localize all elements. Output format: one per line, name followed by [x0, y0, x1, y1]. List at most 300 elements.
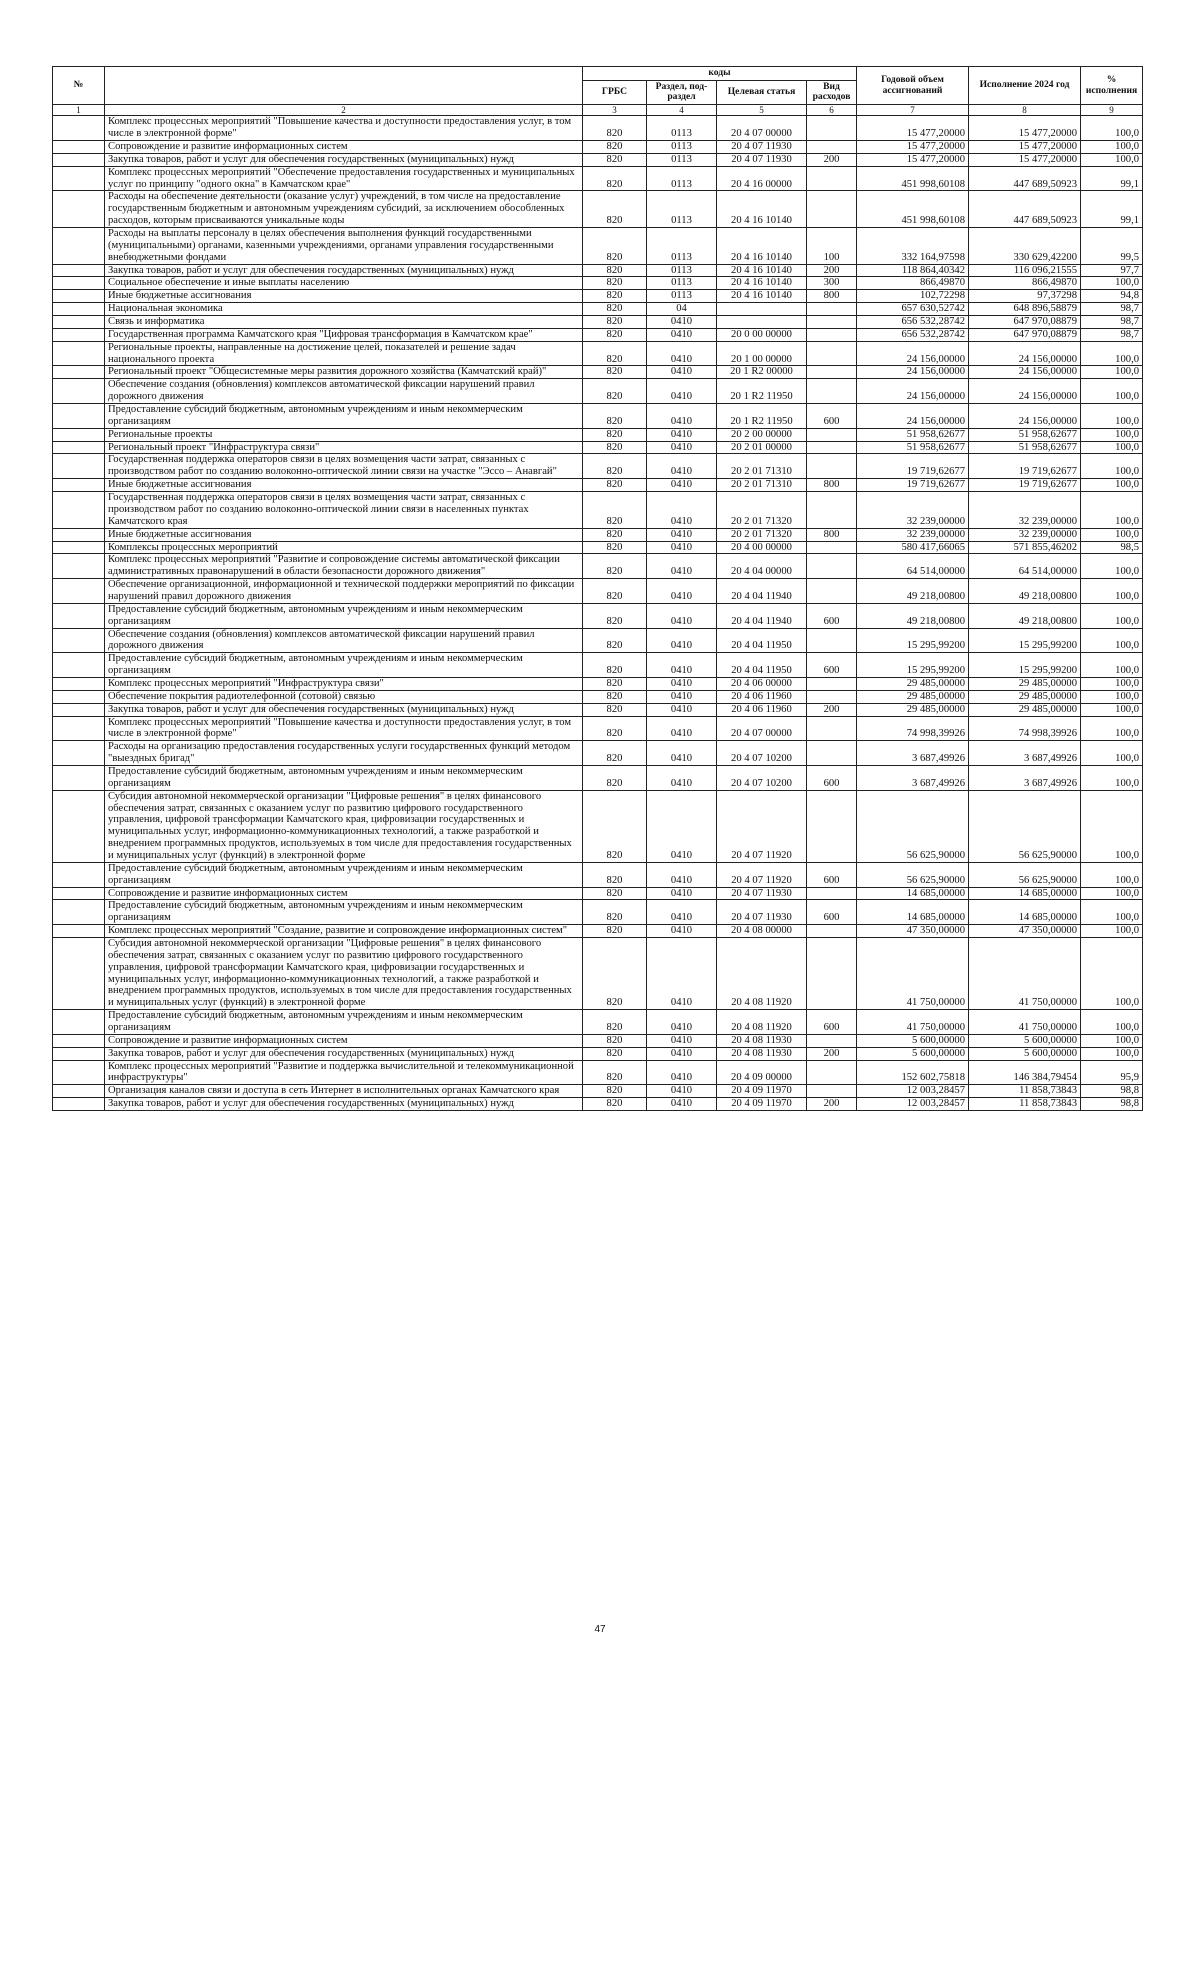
row-target-cell: 20 2 01 71310: [717, 454, 807, 479]
header-name: [105, 67, 583, 105]
row-exec-cell: 29 485,00000: [969, 703, 1081, 716]
row-target-cell: 20 4 07 11930: [717, 153, 807, 166]
row-target-cell: 20 4 07 11920: [717, 790, 807, 862]
row-grbs-cell: 820: [583, 541, 647, 554]
row-annual-cell: 3 687,49926: [857, 741, 969, 766]
row-pct-cell: 97,7: [1081, 264, 1143, 277]
row-exec-cell: 866,49870: [969, 277, 1081, 290]
row-exec-cell: 51 958,62677: [969, 441, 1081, 454]
row-razdel-cell: 0410: [647, 1098, 717, 1111]
col-num: 3: [583, 105, 647, 116]
row-razdel-cell: 0113: [647, 277, 717, 290]
row-razdel-cell: 0410: [647, 366, 717, 379]
row-vid-cell: [807, 716, 857, 741]
row-number-cell: [53, 628, 105, 653]
row-exec-cell: 647 970,08879: [969, 328, 1081, 341]
row-pct-cell: 100,0: [1081, 887, 1143, 900]
row-annual-cell: 3 687,49926: [857, 765, 969, 790]
row-pct-cell: 100,0: [1081, 116, 1143, 141]
row-exec-cell: 97,37298: [969, 290, 1081, 303]
row-target-cell: 20 4 16 10140: [717, 277, 807, 290]
row-vid-cell: [807, 1085, 857, 1098]
row-grbs-cell: 820: [583, 116, 647, 141]
row-grbs-cell: 820: [583, 328, 647, 341]
row-vid-cell: [807, 690, 857, 703]
table-row: [53, 428, 1143, 441]
row-name-cell: Комплексы процессных мероприятий: [105, 541, 583, 554]
row-vid-cell: [807, 316, 857, 329]
row-pct-cell: 98,7: [1081, 316, 1143, 329]
row-grbs-cell: 820: [583, 441, 647, 454]
row-grbs-cell: 820: [583, 290, 647, 303]
row-exec-cell: 3 687,49926: [969, 765, 1081, 790]
row-grbs-cell: 820: [583, 862, 647, 887]
row-exec-cell: 47 350,00000: [969, 925, 1081, 938]
row-exec-cell: 41 750,00000: [969, 938, 1081, 1010]
row-grbs-cell: 820: [583, 316, 647, 329]
row-grbs-cell: 820: [583, 628, 647, 653]
row-grbs-cell: 820: [583, 925, 647, 938]
row-target-cell: 20 4 04 00000: [717, 554, 807, 579]
row-grbs-cell: 820: [583, 191, 647, 228]
row-name-cell: Предоставление субсидий бюджетным, автономным учреждениям и иным некоммерческим организациям: [105, 765, 583, 790]
row-pct-cell: 99,1: [1081, 191, 1143, 228]
row-vid-cell: 200: [807, 153, 857, 166]
row-target-cell: 20 4 04 11950: [717, 628, 807, 653]
row-vid-cell: 800: [807, 479, 857, 492]
row-annual-cell: 41 750,00000: [857, 1010, 969, 1035]
row-pct-cell: 100,0: [1081, 741, 1143, 766]
row-number-cell: [53, 316, 105, 329]
row-pct-cell: 99,5: [1081, 228, 1143, 265]
row-exec-cell: 11 858,73843: [969, 1098, 1081, 1111]
row-razdel-cell: 0410: [647, 1085, 717, 1098]
row-razdel-cell: 0113: [647, 228, 717, 265]
row-exec-cell: 19 719,62677: [969, 454, 1081, 479]
row-annual-cell: 19 719,62677: [857, 454, 969, 479]
row-grbs-cell: 820: [583, 790, 647, 862]
row-target-cell: 20 4 07 11920: [717, 862, 807, 887]
row-target-cell: 20 4 09 00000: [717, 1060, 807, 1085]
row-pct-cell: 100,0: [1081, 579, 1143, 604]
table-row: [53, 141, 1143, 154]
row-annual-cell: 15 295,99200: [857, 653, 969, 678]
row-pct-cell: 100,0: [1081, 628, 1143, 653]
row-target-cell: 20 4 16 00000: [717, 166, 807, 191]
row-grbs-cell: 820: [583, 1085, 647, 1098]
table-row: [53, 441, 1143, 454]
row-razdel-cell: 0410: [647, 454, 717, 479]
table-row: [53, 716, 1143, 741]
row-grbs-cell: 820: [583, 741, 647, 766]
row-exec-cell: 14 685,00000: [969, 887, 1081, 900]
row-annual-cell: 118 864,40342: [857, 264, 969, 277]
page-number: 47: [594, 1624, 606, 1635]
row-grbs-cell: 820: [583, 479, 647, 492]
table-row: [53, 341, 1143, 366]
row-name-cell: Предоставление субсидий бюджетным, автономным учреждениям и иным некоммерческим организациям: [105, 900, 583, 925]
table-row: [53, 1060, 1143, 1085]
row-name-cell: Закупка товаров, работ и услуг для обеспечения государственных (муниципальных) нужд: [105, 1098, 583, 1111]
row-grbs-cell: 820: [583, 690, 647, 703]
row-target-cell: 20 4 09 11970: [717, 1098, 807, 1111]
row-number-cell: [53, 191, 105, 228]
row-number-cell: [53, 900, 105, 925]
table-row: [53, 277, 1143, 290]
row-annual-cell: 56 625,90000: [857, 790, 969, 862]
row-grbs-cell: 820: [583, 379, 647, 404]
row-pct-cell: 100,0: [1081, 925, 1143, 938]
row-grbs-cell: 820: [583, 428, 647, 441]
row-exec-cell: 24 156,00000: [969, 341, 1081, 366]
row-annual-cell: 152 602,75818: [857, 1060, 969, 1085]
row-exec-cell: 447 689,50923: [969, 191, 1081, 228]
row-grbs-cell: 820: [583, 303, 647, 316]
row-name-cell: Связь и информатика: [105, 316, 583, 329]
row-target-cell: 20 1 00 00000: [717, 341, 807, 366]
row-name-cell: Иные бюджетные ассигнования: [105, 479, 583, 492]
row-razdel-cell: 0113: [647, 264, 717, 277]
row-exec-cell: 15 477,20000: [969, 153, 1081, 166]
row-exec-cell: 49 218,00800: [969, 579, 1081, 604]
row-razdel-cell: 0410: [647, 677, 717, 690]
row-number-cell: [53, 492, 105, 529]
row-target-cell: 20 2 01 71320: [717, 492, 807, 529]
row-number-cell: [53, 1085, 105, 1098]
row-pct-cell: 100,0: [1081, 428, 1143, 441]
row-annual-cell: 656 532,28742: [857, 316, 969, 329]
row-razdel-cell: 0113: [647, 141, 717, 154]
table-row: [53, 166, 1143, 191]
table-row: [53, 1047, 1143, 1060]
row-exec-cell: 15 295,99200: [969, 628, 1081, 653]
row-razdel-cell: 0410: [647, 341, 717, 366]
row-number-cell: [53, 1010, 105, 1035]
row-number-cell: [53, 153, 105, 166]
row-annual-cell: 24 156,00000: [857, 341, 969, 366]
row-grbs-cell: 820: [583, 677, 647, 690]
table-row: [53, 887, 1143, 900]
header-num: №: [53, 67, 105, 105]
row-razdel-cell: 0410: [647, 428, 717, 441]
table-row: [53, 153, 1143, 166]
row-vid-cell: 600: [807, 765, 857, 790]
row-name-cell: Региональный проект "Общесистемные меры развития дорожного хозяйства (Камчатский край)": [105, 366, 583, 379]
table-row: [53, 938, 1143, 1010]
row-annual-cell: 74 998,39926: [857, 716, 969, 741]
row-annual-cell: 51 958,62677: [857, 441, 969, 454]
row-grbs-cell: 820: [583, 141, 647, 154]
row-exec-cell: 11 858,73843: [969, 1085, 1081, 1098]
row-vid-cell: [807, 554, 857, 579]
row-annual-cell: 47 350,00000: [857, 925, 969, 938]
row-razdel-cell: 0410: [647, 404, 717, 429]
row-annual-cell: 332 164,97598: [857, 228, 969, 265]
row-target-cell: 20 4 16 10140: [717, 228, 807, 265]
row-number-cell: [53, 479, 105, 492]
row-target-cell: 20 4 09 11970: [717, 1085, 807, 1098]
header-codes: коды: [583, 67, 857, 81]
row-name-cell: Обеспечение покрытия радиотелефонной (сотовой) связью: [105, 690, 583, 703]
row-exec-cell: 15 477,20000: [969, 141, 1081, 154]
row-vid-cell: [807, 454, 857, 479]
row-grbs-cell: 820: [583, 492, 647, 529]
row-pct-cell: 100,0: [1081, 703, 1143, 716]
row-pct-cell: 99,1: [1081, 166, 1143, 191]
row-vid-cell: [807, 328, 857, 341]
row-razdel-cell: 0410: [647, 603, 717, 628]
row-target-cell: 20 0 00 00000: [717, 328, 807, 341]
row-annual-cell: 580 417,66065: [857, 541, 969, 554]
row-target-cell: 20 4 07 10200: [717, 741, 807, 766]
row-annual-cell: 451 998,60108: [857, 191, 969, 228]
row-name-cell: Комплекс процессных мероприятий "Развитие и поддержка вычислительной и телекоммуникационной инфраструктуры": [105, 1060, 583, 1085]
row-exec-cell: 24 156,00000: [969, 379, 1081, 404]
row-name-cell: Субсидия автономной некоммерческой организации "Цифровые решения" в целях финансового обеспечения затрат, связанных с оказанием услуг по развитию цифрового государственного управления, цифровой трансформации Камчатского края, цифровизации государственных и муниципальных услуг, информационно-коммуникационных технологий, а также разработкой и внедрением программных продуктов, используемых в том числе для предоставления государственных и муниципальных услуг (функций) в электронной форме: [105, 938, 583, 1010]
row-razdel-cell: 0410: [647, 479, 717, 492]
row-annual-cell: 49 218,00800: [857, 579, 969, 604]
header-pct: % исполнения: [1081, 67, 1143, 105]
row-exec-cell: 56 625,90000: [969, 790, 1081, 862]
header-target: Целевая статья: [717, 80, 807, 104]
row-vid-cell: [807, 1060, 857, 1085]
row-razdel-cell: 0410: [647, 862, 717, 887]
row-grbs-cell: 820: [583, 703, 647, 716]
row-exec-cell: 571 855,46202: [969, 541, 1081, 554]
row-vid-cell: [807, 790, 857, 862]
row-pct-cell: 100,0: [1081, 404, 1143, 429]
row-target-cell: 20 4 08 11930: [717, 1034, 807, 1047]
row-grbs-cell: 820: [583, 366, 647, 379]
row-number-cell: [53, 1060, 105, 1085]
row-razdel-cell: 0410: [647, 741, 717, 766]
row-name-cell: Региональные проекты: [105, 428, 583, 441]
row-annual-cell: 49 218,00800: [857, 603, 969, 628]
row-vid-cell: 200: [807, 1098, 857, 1111]
row-exec-cell: 24 156,00000: [969, 366, 1081, 379]
table-row: [53, 366, 1143, 379]
row-pct-cell: 100,0: [1081, 554, 1143, 579]
row-name-cell: Комплекс процессных мероприятий "Развитие и сопровождение системы автоматической фиксации административных правонарушений в области безопасности дорожного движения": [105, 554, 583, 579]
row-target-cell: 20 4 04 11940: [717, 579, 807, 604]
row-razdel-cell: 0113: [647, 290, 717, 303]
row-name-cell: Закупка товаров, работ и услуг для обеспечения государственных (муниципальных) нужд: [105, 703, 583, 716]
row-annual-cell: 451 998,60108: [857, 166, 969, 191]
row-number-cell: [53, 303, 105, 316]
row-exec-cell: 49 218,00800: [969, 603, 1081, 628]
row-razdel-cell: 0410: [647, 938, 717, 1010]
row-vid-cell: [807, 191, 857, 228]
row-number-cell: [53, 116, 105, 141]
row-target-cell: [717, 303, 807, 316]
row-exec-cell: 24 156,00000: [969, 404, 1081, 429]
row-razdel-cell: 0113: [647, 191, 717, 228]
row-pct-cell: 100,0: [1081, 677, 1143, 690]
row-grbs-cell: 820: [583, 603, 647, 628]
row-name-cell: Комплекс процессных мероприятий "Повышение качества и доступности предоставления услуг, в том числе в электронной форме": [105, 716, 583, 741]
table-row: [53, 541, 1143, 554]
row-annual-cell: 14 685,00000: [857, 900, 969, 925]
row-name-cell: Закупка товаров, работ и услуг для обеспечения государственных (муниципальных) нужд: [105, 1047, 583, 1060]
row-vid-cell: 600: [807, 1010, 857, 1035]
row-vid-cell: [807, 579, 857, 604]
row-number-cell: [53, 541, 105, 554]
row-exec-cell: 29 485,00000: [969, 677, 1081, 690]
table-row: [53, 690, 1143, 703]
row-number-cell: [53, 1034, 105, 1047]
row-target-cell: 20 4 08 11920: [717, 1010, 807, 1035]
row-grbs-cell: 820: [583, 900, 647, 925]
row-number-cell: [53, 341, 105, 366]
row-vid-cell: [807, 366, 857, 379]
table-row: [53, 1085, 1143, 1098]
row-name-cell: Обеспечение создания (обновления) комплексов автоматической фиксации нарушений правил дорожного движения: [105, 379, 583, 404]
row-razdel-cell: 0410: [647, 716, 717, 741]
row-grbs-cell: 820: [583, 1034, 647, 1047]
row-pct-cell: 100,0: [1081, 716, 1143, 741]
row-target-cell: 20 4 16 10140: [717, 290, 807, 303]
table-row: [53, 492, 1143, 529]
row-vid-cell: 600: [807, 900, 857, 925]
row-target-cell: 20 4 16 10140: [717, 191, 807, 228]
row-annual-cell: 15 477,20000: [857, 153, 969, 166]
row-vid-cell: [807, 541, 857, 554]
row-number-cell: [53, 887, 105, 900]
row-vid-cell: 800: [807, 290, 857, 303]
row-target-cell: 20 4 07 00000: [717, 716, 807, 741]
row-target-cell: 20 4 16 10140: [717, 264, 807, 277]
row-name-cell: Сопровождение и развитие информационных систем: [105, 887, 583, 900]
row-number-cell: [53, 428, 105, 441]
row-annual-cell: 656 532,28742: [857, 328, 969, 341]
row-exec-cell: 14 685,00000: [969, 900, 1081, 925]
row-grbs-cell: 820: [583, 554, 647, 579]
row-name-cell: Национальная экономика: [105, 303, 583, 316]
table-row: [53, 328, 1143, 341]
row-razdel-cell: 0410: [647, 579, 717, 604]
row-name-cell: Предоставление субсидий бюджетным, автономным учреждениям и иным некоммерческим организациям: [105, 653, 583, 678]
row-name-cell: Организация каналов связи и доступа в сеть Интернет в исполнительных органах Камчатского края: [105, 1085, 583, 1098]
row-grbs-cell: 820: [583, 228, 647, 265]
row-target-cell: 20 4 04 11940: [717, 603, 807, 628]
table-row: [53, 653, 1143, 678]
row-vid-cell: [807, 1034, 857, 1047]
row-pct-cell: 100,0: [1081, 277, 1143, 290]
row-exec-cell: 15 477,20000: [969, 116, 1081, 141]
table-row: [53, 404, 1143, 429]
header-vid: Вид расходов: [807, 80, 857, 104]
row-vid-cell: [807, 938, 857, 1010]
row-pct-cell: 98,7: [1081, 303, 1143, 316]
row-number-cell: [53, 690, 105, 703]
row-target-cell: 20 4 04 11950: [717, 653, 807, 678]
row-exec-cell: 41 750,00000: [969, 1010, 1081, 1035]
row-number-cell: [53, 290, 105, 303]
row-razdel-cell: 0410: [647, 328, 717, 341]
row-annual-cell: 15 477,20000: [857, 116, 969, 141]
table-row: [53, 554, 1143, 579]
row-annual-cell: 15 477,20000: [857, 141, 969, 154]
row-pct-cell: 100,0: [1081, 653, 1143, 678]
table-row: [53, 862, 1143, 887]
row-grbs-cell: 820: [583, 1047, 647, 1060]
row-razdel-cell: 0410: [647, 1047, 717, 1060]
row-pct-cell: 100,0: [1081, 379, 1143, 404]
row-number-cell: [53, 366, 105, 379]
row-name-cell: Комплекс процессных мероприятий "Обеспечение предоставления государственных и муниципальных услуг по принципу "одного окна" в Камчатском крае": [105, 166, 583, 191]
row-target-cell: 20 4 07 10200: [717, 765, 807, 790]
row-pct-cell: 100,0: [1081, 900, 1143, 925]
row-exec-cell: 32 239,00000: [969, 528, 1081, 541]
row-target-cell: 20 4 08 11920: [717, 938, 807, 1010]
row-exec-cell: 116 096,21555: [969, 264, 1081, 277]
table-row: [53, 116, 1143, 141]
row-name-cell: Обеспечение создания (обновления) комплексов автоматической фиксации нарушений правил дорожного движения: [105, 628, 583, 653]
row-grbs-cell: 820: [583, 653, 647, 678]
row-vid-cell: 200: [807, 1047, 857, 1060]
row-number-cell: [53, 1098, 105, 1111]
row-number-cell: [53, 716, 105, 741]
row-pct-cell: 100,0: [1081, 690, 1143, 703]
row-annual-cell: 12 003,28457: [857, 1085, 969, 1098]
row-annual-cell: 41 750,00000: [857, 938, 969, 1010]
row-annual-cell: 12 003,28457: [857, 1098, 969, 1111]
row-pct-cell: 100,0: [1081, 603, 1143, 628]
row-pct-cell: 100,0: [1081, 153, 1143, 166]
row-annual-cell: 56 625,90000: [857, 862, 969, 887]
row-annual-cell: 14 685,00000: [857, 887, 969, 900]
row-name-cell: Закупка товаров, работ и услуг для обеспечения государственных (муниципальных) нужд: [105, 264, 583, 277]
row-name-cell: Комплекс процессных мероприятий "Создание, развитие и сопровождение информационных систем": [105, 925, 583, 938]
row-name-cell: Комплекс процессных мероприятий "Инфраструктура связи": [105, 677, 583, 690]
row-target-cell: [717, 316, 807, 329]
table-row: [53, 1010, 1143, 1035]
row-target-cell: 20 2 01 71310: [717, 479, 807, 492]
row-name-cell: Предоставление субсидий бюджетным, автономным учреждениям и иным некоммерческим организациям: [105, 862, 583, 887]
row-name-cell: Социальное обеспечение и иные выплаты населению: [105, 277, 583, 290]
row-pct-cell: 95,9: [1081, 1060, 1143, 1085]
col-num: 7: [857, 105, 969, 116]
row-annual-cell: 29 485,00000: [857, 690, 969, 703]
row-number-cell: [53, 741, 105, 766]
row-grbs-cell: 820: [583, 938, 647, 1010]
table-row: [53, 479, 1143, 492]
row-name-cell: Предоставление субсидий бюджетным, автономным учреждениям и иным некоммерческим организациям: [105, 404, 583, 429]
row-grbs-cell: 820: [583, 528, 647, 541]
row-razdel-cell: 04: [647, 303, 717, 316]
row-razdel-cell: 0410: [647, 1034, 717, 1047]
row-exec-cell: 64 514,00000: [969, 554, 1081, 579]
row-target-cell: 20 4 07 11930: [717, 887, 807, 900]
header-annual: Годовой объем ассигнований: [857, 67, 969, 105]
row-exec-cell: 29 485,00000: [969, 690, 1081, 703]
row-pct-cell: 98,5: [1081, 541, 1143, 554]
row-grbs-cell: 820: [583, 153, 647, 166]
row-razdel-cell: 0410: [647, 528, 717, 541]
row-pct-cell: 100,0: [1081, 1034, 1143, 1047]
header-exec: Исполнение 2024 год: [969, 67, 1081, 105]
row-number-cell: [53, 1047, 105, 1060]
row-name-cell: Иные бюджетные ассигнования: [105, 290, 583, 303]
row-vid-cell: [807, 925, 857, 938]
row-annual-cell: 32 239,00000: [857, 528, 969, 541]
row-razdel-cell: 0410: [647, 492, 717, 529]
row-name-cell: Расходы на организацию предоставления государственных услуги государственных функций методом "выездных бригад": [105, 741, 583, 766]
row-number-cell: [53, 579, 105, 604]
row-name-cell: Государственная программа Камчатского края "Цифровая трансформация в Камчатском крае": [105, 328, 583, 341]
row-pct-cell: 100,0: [1081, 938, 1143, 1010]
row-number-cell: [53, 653, 105, 678]
